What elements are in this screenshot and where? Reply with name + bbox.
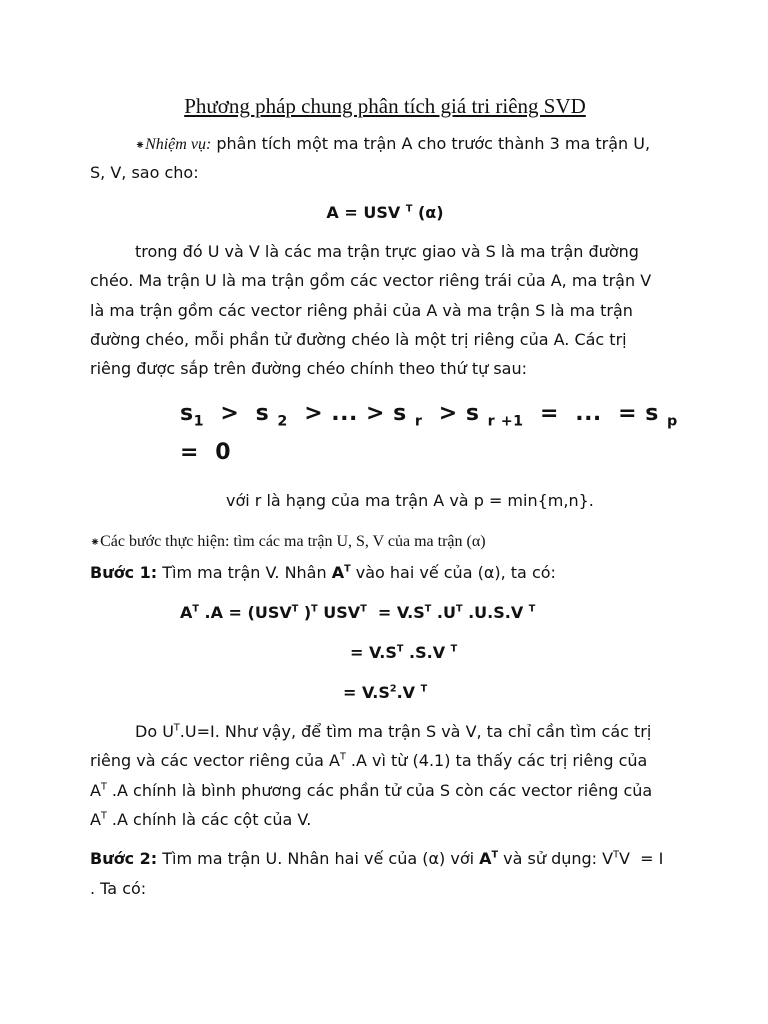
explanation-line-2: chéo. Ma trận U là ma trận gồm các vector riêng trái của A, ma trận V [90,271,652,290]
step1-equation-2: = $V.S^T$ .S.V $^T$ [350,643,458,662]
main-equation: A = USV $^T$ (α) [326,203,444,222]
explanation-line-5: riêng được sắp trên đường chéo chính theo thứ tự sau: [90,359,527,378]
step2-line: Bước 2: Tìm ma trận U. Nhân hai vế của (α) với $A^T$ và sử dụng: $V^TV = I$ [90,849,664,868]
step1-line: Bước 1: Tìm ma trận V. Nhân $A^T$ vào hai vế của (α), ta có: [90,563,556,582]
order-note: với r là hạng của ma trận A và p = min{m,n}. [226,491,594,510]
steps-heading: ⁕Các bước thực hiện: tìm các ma trận U, S, V của ma trận (α) [90,533,486,550]
explanation-line-1: trong đó U và V là các ma trận trực giao và S là ma trận đường [135,242,639,261]
task-line-1 [135,134,650,155]
eigenvalue-order-end: = 0 [180,440,232,465]
step1-equation-1: $A^T$ $.A = (USV^T$ )$^T$ $USV^T = V.S^T$ $.U^T$ .U.S.V $^T$ [180,603,536,622]
step2-line-2: . Ta có: [90,879,147,898]
step1-text-line-1: Do $U^T.U=I$. Như vậy, để tìm ma trận S và V, ta chỉ cần tìm các trị [135,722,652,741]
star-icon: ⁕ [90,535,101,549]
task-label: Nhiệm vụ: [145,136,212,153]
task-line-2: S, V, sao cho: [90,163,199,182]
step1-text-line-3: $A^T$ .A chính là bình phương các phần tử của S còn các vector riêng của [90,781,653,800]
page-title: Phương pháp chung phân tích giá tri riêng SVD [184,94,586,118]
task-text-1: phân tích một ma trận A cho trước thành 3 ma trận U, [211,134,651,153]
explanation-line-3: là ma trận gồm các vector riêng phải của A và ma trận S là ma trận [90,301,633,320]
step1-text-line-2: riêng và các vector riêng của $A^T$ .A vì từ (4.1) ta thấy các trị riêng của [90,751,648,770]
star-icon: ⁕ [135,138,146,152]
step1-equation-3: = $V.S^2.V$ $^T$ [343,683,428,702]
step2-label: Bước 2: [90,849,158,868]
explanation-line-4: đường chéo, mỗi phần tử đường chéo là một trị riêng của A. Các trị [90,330,627,349]
eigenvalue-order: $s_1 > s$ $_2$ > ... > s $_r$ > s $_{r +1}$ = ... = s $_p$ [180,401,678,430]
step1-label: Bước 1: [90,563,158,582]
step1-text-line-4: $A^T$ .A chính là các cột của V. [90,810,312,829]
